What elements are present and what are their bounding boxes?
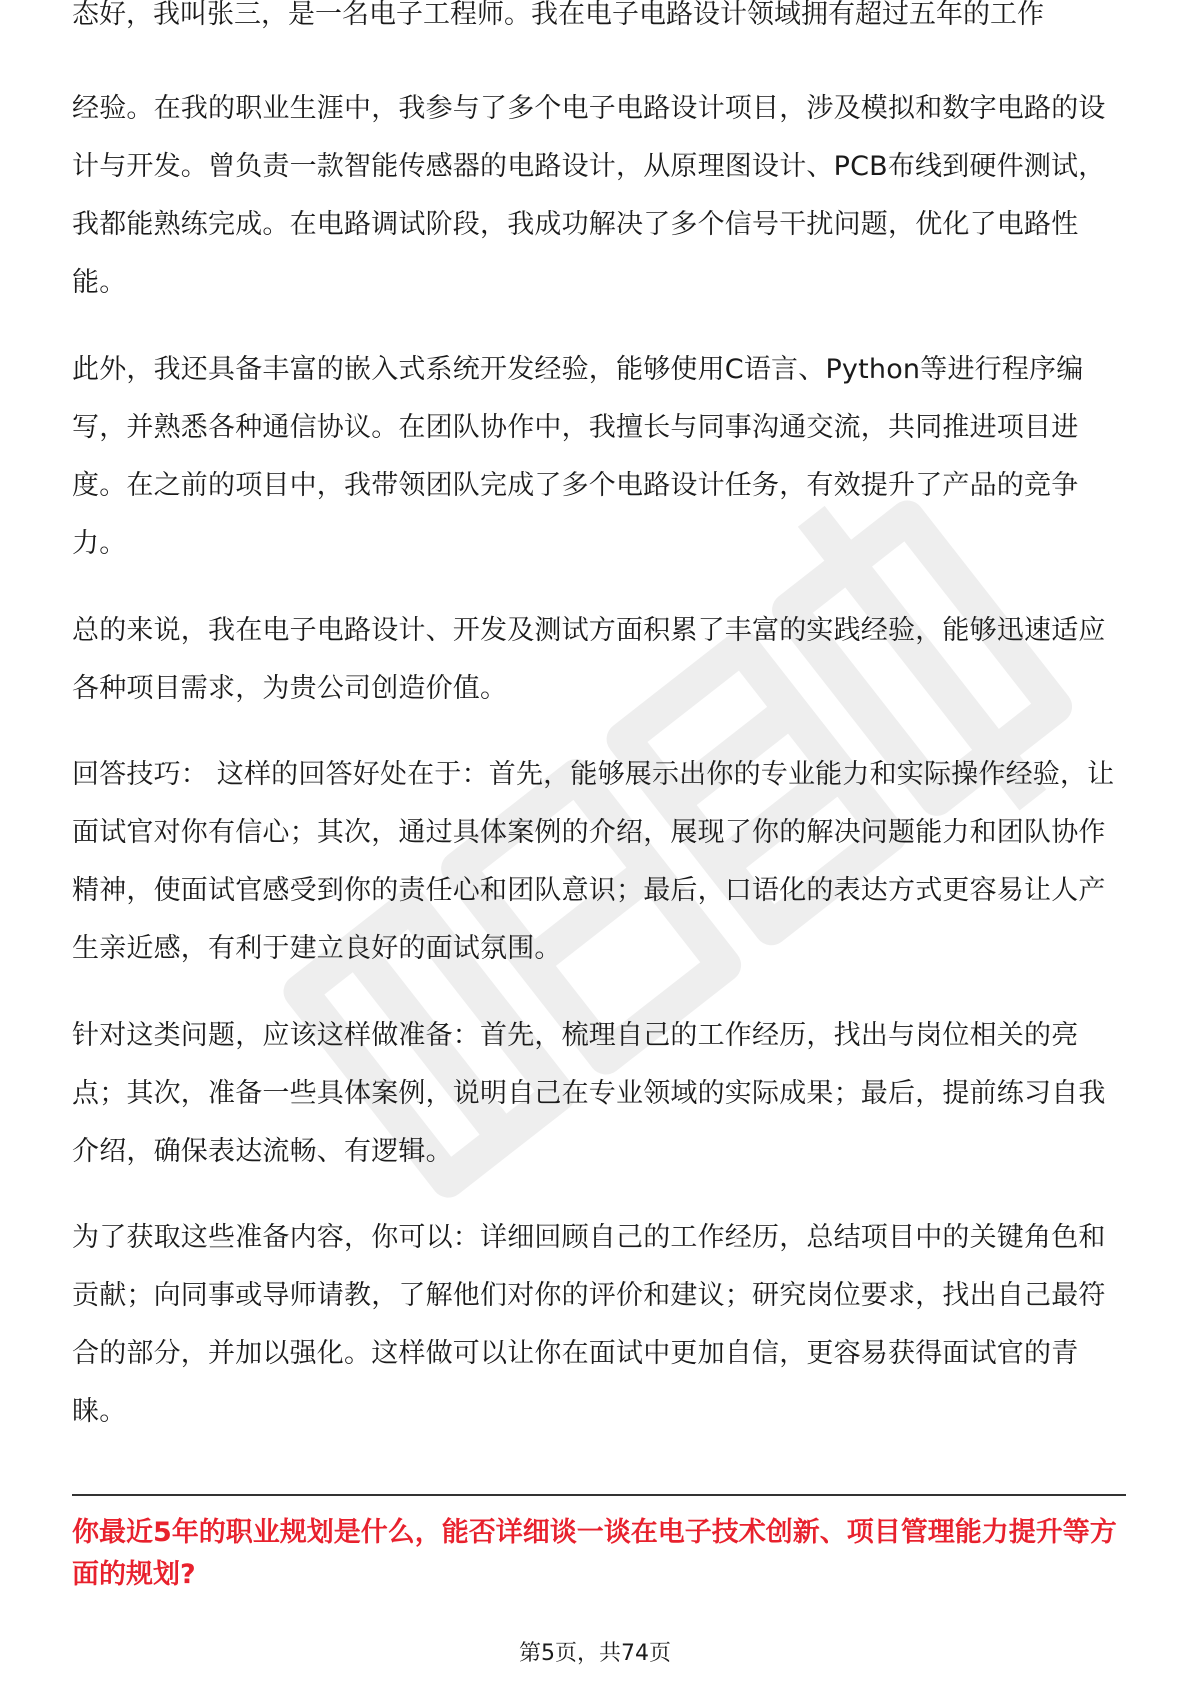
question-heading: 你最近5年的职业规划是什么，能否详细谈一谈在电子技术创新、项目管理能力提升等方面的规划?: [72, 1517, 1117, 1590]
paragraph-embedded-skills: 此外，我还具备丰富的嵌入式系统开发经验，能够使用C语言、Python等进行程序编写，并熟悉各种通信协议。在团队协作中，我擅长与同事沟通交流，共同推进项目进度。在之前的项目中，我带领团队完成了多个电路设计任务，有效提升了产品的竞争力。: [72, 354, 1084, 559]
paragraph-how-to-obtain: 为了获取这些准备内容，你可以：详细回顾自己的工作经历，总结项目中的关键角色和贡献；向同事或导师请教，了解他们对你的评价和建议；研究岗位要求，找出自己最符合的部分，并加以强化。这样做可以让你在面试中更加自信，更容易获得面试官的青睐。: [72, 1222, 1106, 1427]
page-number: 第5页，共74页: [519, 1641, 671, 1666]
section-divider: [72, 1494, 1126, 1496]
cut-off-text-line: 态好，我叫张三，是一名电子工程师。我在电子电路设计领域拥有超过五年的工作: [72, 0, 1044, 30]
paragraph-preparation: 针对这类问题，应该这样做准备：首先，梳理自己的工作经历，找出与岗位相关的亮点；其次，准备一些具体案例，说明自己在专业领域的实际成果；最后，提前练习自我介绍，确保表达流畅、有逻辑。: [72, 1020, 1106, 1167]
paragraph-experience: 经验。在我的职业生涯中，我参与了多个电子电路设计项目，涉及模拟和数字电路的设计与开发。曾负责一款智能传感器的电路设计，从原理图设计、PCB布线到硬件测试，我都能熟练完成。在电路调试阶段，我成功解决了多个信号干扰问题，优化了电路性能。: [72, 93, 1106, 298]
paragraph-summary: 总的来说，我在电子电路设计、开发及测试方面积累了丰富的实践经验，能够迅速适应各种项目需求，为贵公司创造价值。: [72, 615, 1106, 704]
paragraph-answer-tips: 回答技巧： 这样的回答好处在于：首先，能够展示出你的专业能力和实际操作经验，让面试官对你有信心；其次，通过具体案例的介绍，展现了你的解决问题能力和团队协作精神，使面试官感受到你的责任心和团队意识；最后，口语化的表达方式更容易让人产生亲近感，有利于建立良好的面试氛围。: [72, 759, 1115, 964]
